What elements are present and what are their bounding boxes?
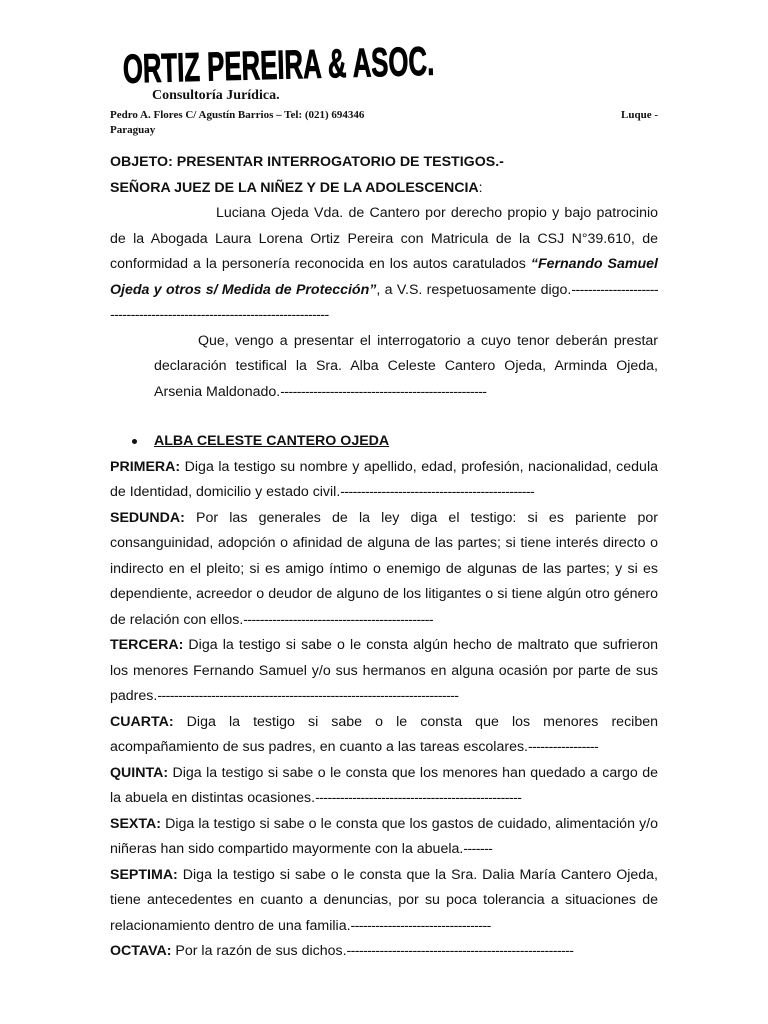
question-item bbox=[110, 633, 658, 710]
firm-logo bbox=[122, 38, 435, 93]
firm-subtitle: Consultoría Jurídica. bbox=[152, 88, 280, 103]
firm-address bbox=[110, 108, 658, 138]
question-text: Diga la testigo si sabe o le consta que los menores reciben acompañamiento de sus padres, en cuanto a las tareas escolares. bbox=[110, 713, 658, 755]
petition-dashes: -------------------------------------------------- bbox=[280, 383, 487, 400]
witness-name: ALBA CELESTE CANTERO OJEDA bbox=[154, 433, 390, 449]
question-label: TERCERA: bbox=[110, 637, 184, 653]
intro-text-2: , a V.S. respetuosamente digo. bbox=[376, 281, 572, 298]
intro-paragraph bbox=[110, 201, 658, 329]
petition-text: Que, vengo a presentar el interrogatorio a cuyo tenor deberán prestar declaración testifical la Sra. Alba Celeste Cantero Ojeda, Arminda Ojeda, Arsenia Maldonado. bbox=[154, 332, 658, 400]
question-item bbox=[110, 863, 658, 940]
question-label: OCTAVA: bbox=[110, 943, 172, 959]
questions-list bbox=[110, 455, 658, 965]
question-dashes: ------------------------------------------------------- bbox=[346, 943, 574, 959]
bullet-icon bbox=[132, 439, 137, 444]
address-city: Luque - bbox=[621, 109, 658, 121]
question-item bbox=[110, 939, 658, 965]
question-text: Diga la testigo si sabe o le consta algún hecho de maltrato que sufrieron los menores Fernando Samuel y/o sus hermanos en alguna ocasión por parte de sus padres. bbox=[110, 637, 658, 704]
address-country: Paraguay bbox=[110, 124, 156, 136]
addressee-colon: : bbox=[478, 179, 483, 196]
question-label: SEDUNDA: bbox=[110, 509, 185, 526]
addressee-text: SEÑORA JUEZ DE LA NIÑEZ Y DE LA ADOLESCENCIA bbox=[110, 179, 479, 196]
question-label: PRIMERA: bbox=[110, 458, 181, 475]
question-text: Diga la testigo si sabe o le consta que los gastos de cuidado, alimentación y/o niñeras han sido compartido mayormente con la abuela. bbox=[110, 815, 658, 857]
question-dashes: -------------------------------------------------- bbox=[315, 790, 522, 806]
question-label: SEPTIMA: bbox=[110, 866, 178, 883]
question-item bbox=[110, 455, 658, 506]
document-objeto: OBJETO: PRESENTAR INTERROGATORIO DE TESTIGOS.- bbox=[110, 154, 504, 170]
question-text: Por la razón de sus dichos. bbox=[171, 943, 347, 959]
spacer bbox=[110, 405, 658, 429]
witness-bullet bbox=[132, 429, 658, 455]
question-item bbox=[110, 710, 658, 761]
document-addressee bbox=[110, 176, 658, 202]
question-item bbox=[110, 506, 658, 634]
intro-dashes: -------------------------------------------------------------------------- bbox=[110, 281, 658, 323]
question-dashes: ----------------------------------------------- bbox=[340, 484, 535, 500]
question-dashes: ------------------------------------------------------------------------- bbox=[157, 688, 459, 704]
petition-paragraph bbox=[154, 329, 658, 406]
question-text: Por las generales de la ley diga el testigo: si es pariente por consanguinidad, adopción o afinidad de alguna de las partes; si tiene interés directo o indirecto en el pleito; si es amigo íntimo o enemigo de algunas de las partes; y si es dependiente, acreedor o deudor de alguno de los litigantes o si tiene algún otro género de relación con ellos. bbox=[110, 509, 658, 628]
question-item bbox=[110, 761, 658, 812]
question-item bbox=[110, 812, 658, 863]
question-text: Diga la testigo si sabe o le consta que los menores han quedado a cargo de la abuela en distintas ocasiones. bbox=[110, 764, 658, 806]
question-dashes: ---------------------------------- bbox=[350, 917, 491, 934]
question-text: Diga la testigo si sabe o le consta que la Sra. Dalia María Cantero Ojeda, tiene antecedentes en cuanto a denuncias, por su poca tolerancia a situaciones de relacionamiento dentro de una familia. bbox=[110, 866, 658, 934]
question-text: Diga la testigo su nombre y apellido, edad, profesión, nacionalidad, cedula de Identidad, domicilio y estado civil. bbox=[110, 458, 658, 500]
document-body bbox=[110, 150, 658, 965]
question-label: SEXTA: bbox=[110, 815, 161, 832]
question-dashes: ----------------- bbox=[528, 739, 599, 755]
question-dashes: ------- bbox=[463, 841, 493, 857]
intro-text-1: Luciana Ojeda Vda. de Cantero por derecho propio y bajo patrocinio de la Abogada Laura Lorena Ortiz Pereira con Matricula de la CSJ N°39.610, de conformidad a la personería reconocida en los autos caratulados bbox=[110, 205, 658, 272]
firm-logo-text: ORTIZ PEREIRA & ASOC. bbox=[122, 38, 435, 93]
question-label: QUINTA: bbox=[110, 764, 169, 781]
case-title: “Fernando Samuel Ojeda y otros s/ Medida de Protección” bbox=[110, 256, 658, 298]
question-dashes: ---------------------------------------------- bbox=[243, 611, 434, 628]
question-label: CUARTA: bbox=[110, 713, 174, 730]
letterhead bbox=[110, 38, 658, 136]
address-line: Pedro A. Flores C/ Agustín Barrios – Tel: (021) 694346 bbox=[110, 109, 365, 121]
